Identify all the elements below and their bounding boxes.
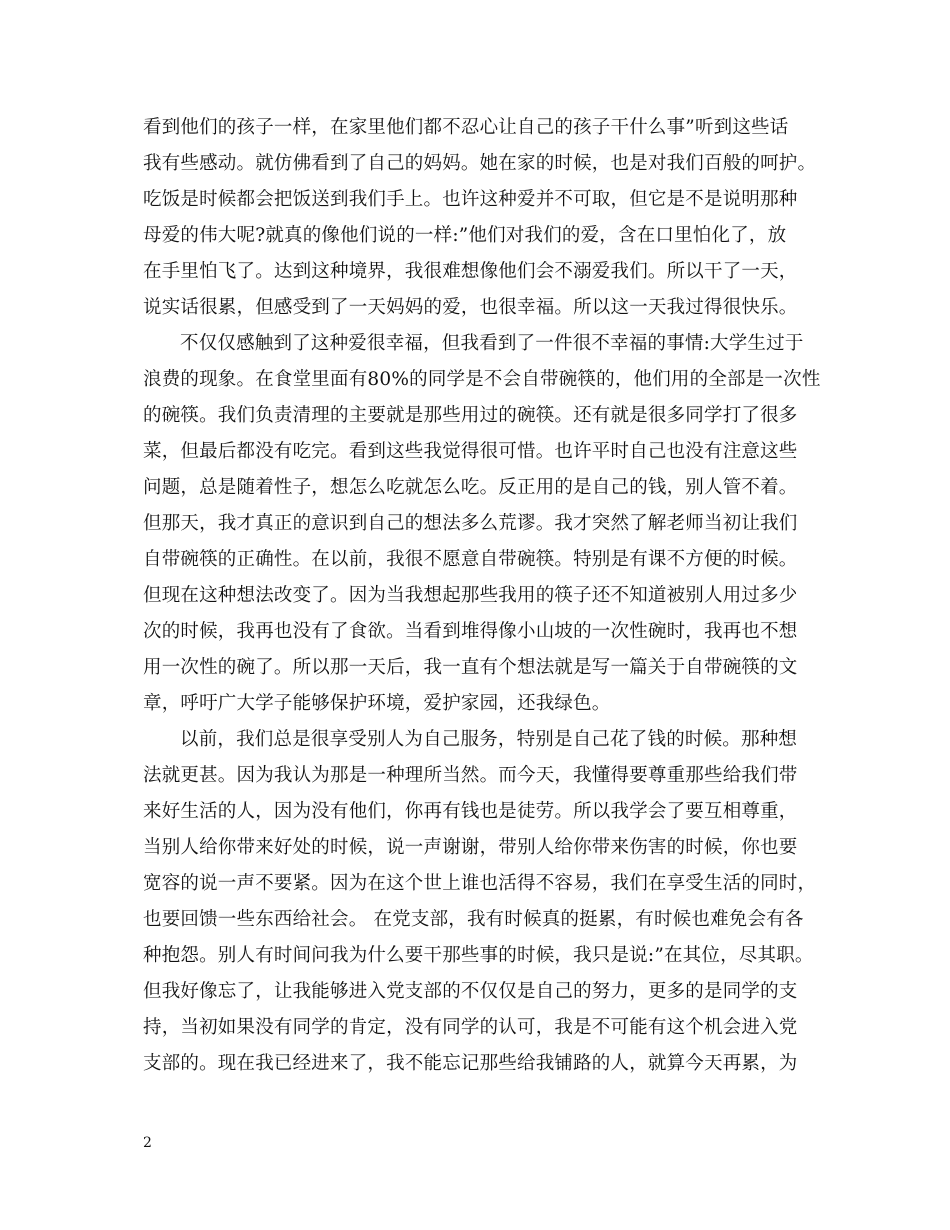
text-line: 持，当初如果没有同学的肯定，没有同学的认可，我是不可能有这个机会进入党 [143, 1017, 798, 1038]
text-line: 母爱的伟大呢?就真的像他们说的一样:”他们对我们的爱，含在口里怕化了，放 [143, 225, 787, 246]
text-line: 但那天，我才真正的意识到自己的想法多么荒谬。我才突然了解老师当初让我们 [143, 513, 798, 534]
paragraph-first-line: 以前，我们总是很享受别人为自己服务，特别是自己花了钱的时候。那种想 [180, 729, 798, 750]
paragraph-first-line: 不仅仅感触到了这种爱很幸福，但我看到了一件很不幸福的事情:大学生过于 [180, 333, 804, 354]
text-line: 自带碗筷的正确性。在以前，我很不愿意自带碗筷。特别是有课不方便的时候。 [143, 549, 798, 570]
text-line: 但我好像忘了，让我能够进入党支部的不仅仅是自己的努力，更多的是同学的支 [143, 981, 798, 1002]
text-line: 看到他们的孩子一样，在家里他们都不忍心让自己的孩子干什么事”听到这些话 [143, 117, 789, 138]
text-line: 法就更甚。因为我认为那是一种理所当然。而今天，我懂得要尊重那些给我们带 [143, 765, 798, 786]
text-line: 也要回馈一些东西给社会。 在党支部，我有时候真的挺累，有时候也难免会有各 [143, 909, 804, 930]
text-line: 菜，但最后都没有吃完。看到这些我觉得很可惜。也许平时自己也没有注意这些 [143, 441, 798, 462]
text-line: 来好生活的人，因为没有他们，你再有钱也是徒劳。所以我学会了要互相尊重， [143, 801, 798, 822]
text-line: 支部的。现在我已经进来了，我不能忘记那些给我铺路的人，就算今天再累，为 [143, 1053, 798, 1074]
page-number: 2 [143, 1135, 152, 1151]
text-line: 宽容的说一声不要紧。因为在这个世上谁也活得不容易，我们在享受生活的同时， [143, 873, 817, 894]
text-line: 我有些感动。就仿佛看到了自己的妈妈。她在家的时候，也是对我们百般的呵护。 [143, 153, 817, 174]
text-line: 吃饭是时候都会把饭送到我们手上。也许这种爱并不可取，但它是不是说明那种 [143, 189, 798, 210]
text-line: 在手里怕飞了。达到这种境界，我很难想像他们会不溺爱我们。所以干了一天， [143, 261, 798, 282]
text-line: 浪费的现象。在食堂里面有80%的同学是不会自带碗筷的，他们用的全部是一次性 [143, 369, 821, 390]
text-line: 章，呼吁广大学子能够保护环境，爱护家园，还我绿色。 [143, 693, 611, 714]
text-line: 当别人给你带来好处的时候，说一声谢谢，带别人给你带来伤害的时候，你也要 [143, 837, 798, 858]
text-line: 次的时候，我再也没有了食欲。当看到堆得像小山坡的一次性碗时，我再也不想 [143, 621, 798, 642]
text-line: 用一次性的碗了。所以那一天后，我一直有个想法就是写一篇关于自带碗筷的文 [143, 657, 798, 678]
text-line: 说实话很累，但感受到了一天妈妈的爱，也很幸福。所以这一天我过得很快乐。 [143, 297, 798, 318]
text-line: 问题，总是随着性子，想怎么吃就怎么吃。反正用的是自己的钱，别人管不着。 [143, 477, 798, 498]
body-text [143, 110, 821, 1082]
text-line: 但现在这种想法改变了。因为当我想起那些我用的筷子还不知道被别人用过多少 [143, 585, 798, 606]
text-line: 种抱怨。别人有时间问我为什么要干那些事的时候，我只是说:”在其位，尽其职。 [143, 945, 814, 966]
text-line: 的碗筷。我们负责清理的主要就是那些用过的碗筷。还有就是很多同学打了很多 [143, 405, 798, 426]
